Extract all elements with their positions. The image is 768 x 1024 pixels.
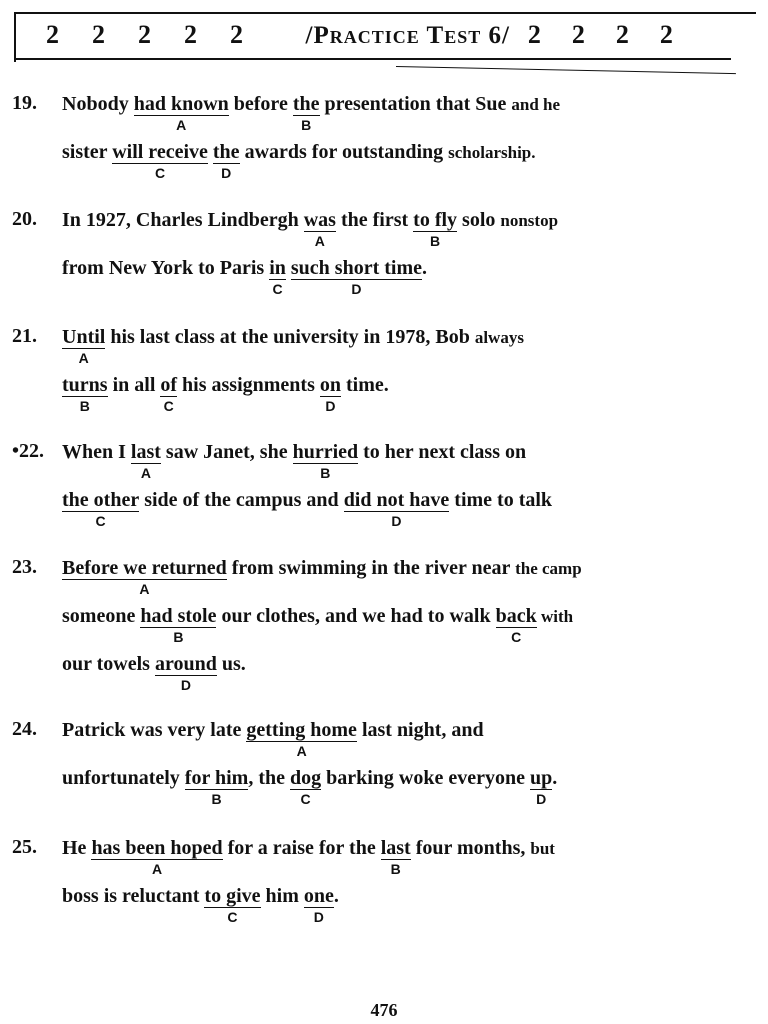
option-text: of <box>160 374 178 396</box>
option-text: getting home <box>246 719 357 741</box>
question-line <box>62 488 553 529</box>
option-label: A <box>314 233 325 249</box>
question-line <box>62 718 484 759</box>
option-label: C <box>163 398 174 414</box>
question-line <box>62 92 561 133</box>
question-line <box>62 766 558 807</box>
text: the camp <box>515 559 582 578</box>
underlined-option <box>91 837 223 877</box>
question-line <box>62 556 582 597</box>
text: awards for outstanding <box>239 141 449 163</box>
underlined-option <box>204 885 261 925</box>
option-text: turns <box>62 374 108 396</box>
underlined-option <box>62 374 108 414</box>
underlined-option <box>530 767 553 807</box>
text: us. <box>216 653 246 675</box>
header-rule <box>16 58 731 60</box>
question-line <box>62 652 246 693</box>
text: last night, and <box>356 719 484 741</box>
option-label: C <box>511 629 522 645</box>
header-num: 2 <box>138 20 152 49</box>
header-num: 2 <box>571 20 586 49</box>
text: side of the campus and <box>139 489 344 511</box>
text: our towels <box>62 653 155 675</box>
option-label: C <box>227 909 238 925</box>
text: He <box>62 837 92 859</box>
text: solo <box>457 209 501 231</box>
option-text: Until <box>62 326 106 348</box>
underlined-option <box>269 257 286 297</box>
option-label: D <box>221 165 232 181</box>
text: our clothes, and we had to walk <box>216 605 496 627</box>
option-text: was <box>303 209 336 231</box>
option-label: A <box>176 117 187 133</box>
option-text: had known <box>133 93 229 115</box>
text: from New York to Paris <box>62 257 270 279</box>
option-label: B <box>430 233 441 249</box>
underlined-option <box>140 605 217 645</box>
page-number: 476 <box>370 1000 398 1020</box>
text: for a raise for the <box>222 837 381 859</box>
option-label: A <box>139 581 150 597</box>
underlined-option <box>319 374 341 414</box>
text: before <box>228 93 293 115</box>
underlined-option <box>292 441 359 481</box>
question-line <box>62 373 389 414</box>
underlined-option <box>184 767 249 807</box>
underlined-option <box>495 605 537 645</box>
option-text: had stole <box>140 605 217 627</box>
option-label: B <box>320 465 331 481</box>
underlined-option <box>62 489 140 529</box>
text: . <box>421 257 427 279</box>
text: presentation that Sue <box>319 93 512 115</box>
header-num: 2 <box>92 20 106 49</box>
question-number: 23. <box>12 556 37 578</box>
option-text: up <box>530 767 553 789</box>
text: When I <box>62 441 131 463</box>
header-numbers-left <box>46 20 284 49</box>
text: the first <box>335 209 414 231</box>
option-text: one <box>303 885 334 907</box>
underlined-option <box>246 719 357 759</box>
option-label: B <box>79 398 90 414</box>
option-text: to give <box>204 885 261 907</box>
underlined-option <box>160 374 178 414</box>
question-number: 21. <box>12 325 37 347</box>
underlined-option <box>154 653 217 693</box>
text: time to talk <box>449 489 553 511</box>
option-label: B <box>211 791 222 807</box>
underlined-option <box>289 767 322 807</box>
question-number: 25. <box>12 836 37 858</box>
header-text <box>46 20 704 50</box>
text: him <box>260 885 304 907</box>
header-num: 2 <box>184 20 198 49</box>
text: someone <box>62 605 141 627</box>
option-label: C <box>300 791 311 807</box>
text: time. <box>340 374 389 396</box>
option-label: B <box>173 629 184 645</box>
text: saw Janet, she <box>160 441 293 463</box>
option-label: C <box>95 513 106 529</box>
header-num: 2 <box>615 20 630 49</box>
question-line <box>62 256 427 297</box>
option-text: the other <box>62 489 140 511</box>
option-label: D <box>325 398 336 414</box>
option-text: did not have <box>343 489 450 511</box>
text: , the <box>248 767 290 789</box>
option-text: the <box>212 141 240 163</box>
header-num: 2 <box>527 20 542 49</box>
option-text: Before we returned <box>62 557 227 579</box>
question-line <box>62 884 339 925</box>
header-rule-tail <box>396 66 736 74</box>
text: Patrick was very late <box>62 719 247 741</box>
text: Nobody <box>62 93 134 115</box>
option-label: D <box>536 791 547 807</box>
underlined-option <box>133 93 229 133</box>
option-text: hurried <box>292 441 359 463</box>
option-text: around <box>154 653 217 675</box>
option-label: D <box>351 281 362 297</box>
underlined-option <box>380 837 411 877</box>
header-title: /Practice Test 6/ <box>305 22 510 49</box>
text: barking woke everyone <box>321 767 530 789</box>
question-line <box>62 836 555 877</box>
text: from swimming in the river near <box>226 557 516 579</box>
text: four months, <box>410 837 531 859</box>
question-number: 24. <box>12 718 37 740</box>
option-label: A <box>151 861 163 877</box>
text: sister <box>62 141 113 163</box>
option-text: for him <box>184 767 249 789</box>
page-header <box>14 12 756 62</box>
text: and he <box>511 95 561 114</box>
text: in all <box>107 374 161 396</box>
text: with <box>536 607 574 626</box>
header-num: 2 <box>230 20 244 49</box>
option-text: last <box>130 441 161 463</box>
text: scholarship. <box>448 143 536 162</box>
text: his assignments <box>177 374 320 396</box>
option-text: on <box>319 374 341 396</box>
question-number: 19. <box>12 92 37 114</box>
underlined-option <box>292 93 320 133</box>
text: . <box>333 885 339 907</box>
question-line <box>62 208 559 249</box>
underlined-option <box>290 257 422 297</box>
underlined-option <box>62 557 227 597</box>
underlined-option <box>303 885 334 925</box>
underlined-option <box>303 209 336 249</box>
option-label: D <box>180 677 191 693</box>
question-line <box>62 325 524 366</box>
text: . <box>552 767 558 789</box>
underlined-option <box>212 141 240 181</box>
header-numbers-right <box>528 20 704 49</box>
underlined-option <box>112 141 208 181</box>
option-text: in <box>269 257 286 279</box>
option-label: D <box>391 513 402 529</box>
underlined-option <box>413 209 458 249</box>
header-num: 2 <box>46 20 60 49</box>
option-label: A <box>78 350 89 366</box>
question-line <box>62 440 527 481</box>
option-label: C <box>272 281 283 297</box>
text: to her next class on <box>358 441 527 463</box>
question-line <box>62 140 536 181</box>
text: unfortunately <box>62 767 185 789</box>
option-label: A <box>140 465 151 481</box>
question-line <box>62 604 574 645</box>
text: nonstop <box>500 211 559 230</box>
question-number: •22. <box>12 440 45 462</box>
option-text: will receive <box>112 141 208 163</box>
option-label: A <box>296 743 307 759</box>
text: always <box>474 328 524 347</box>
option-text: dog <box>289 767 322 789</box>
option-label: B <box>301 117 312 133</box>
underlined-option <box>130 441 161 481</box>
option-label: B <box>390 861 401 877</box>
header-num: 2 <box>659 20 674 49</box>
question-number: 20. <box>12 208 37 230</box>
option-text: the <box>292 93 320 115</box>
text: boss is reluctant <box>62 885 205 907</box>
option-text: back <box>495 605 537 627</box>
text: In 1927, Charles Lindbergh <box>62 209 304 231</box>
option-text: such short time <box>290 257 422 279</box>
text: but <box>530 839 555 858</box>
option-text: to fly <box>413 209 458 231</box>
text: his last class at the university in 1978, Bob <box>105 326 475 348</box>
option-label: C <box>154 165 166 181</box>
option-label: D <box>313 909 324 925</box>
underlined-option <box>343 489 450 529</box>
underlined-option <box>62 326 106 366</box>
option-text: last <box>380 837 411 859</box>
option-text: has been hoped <box>91 837 223 859</box>
